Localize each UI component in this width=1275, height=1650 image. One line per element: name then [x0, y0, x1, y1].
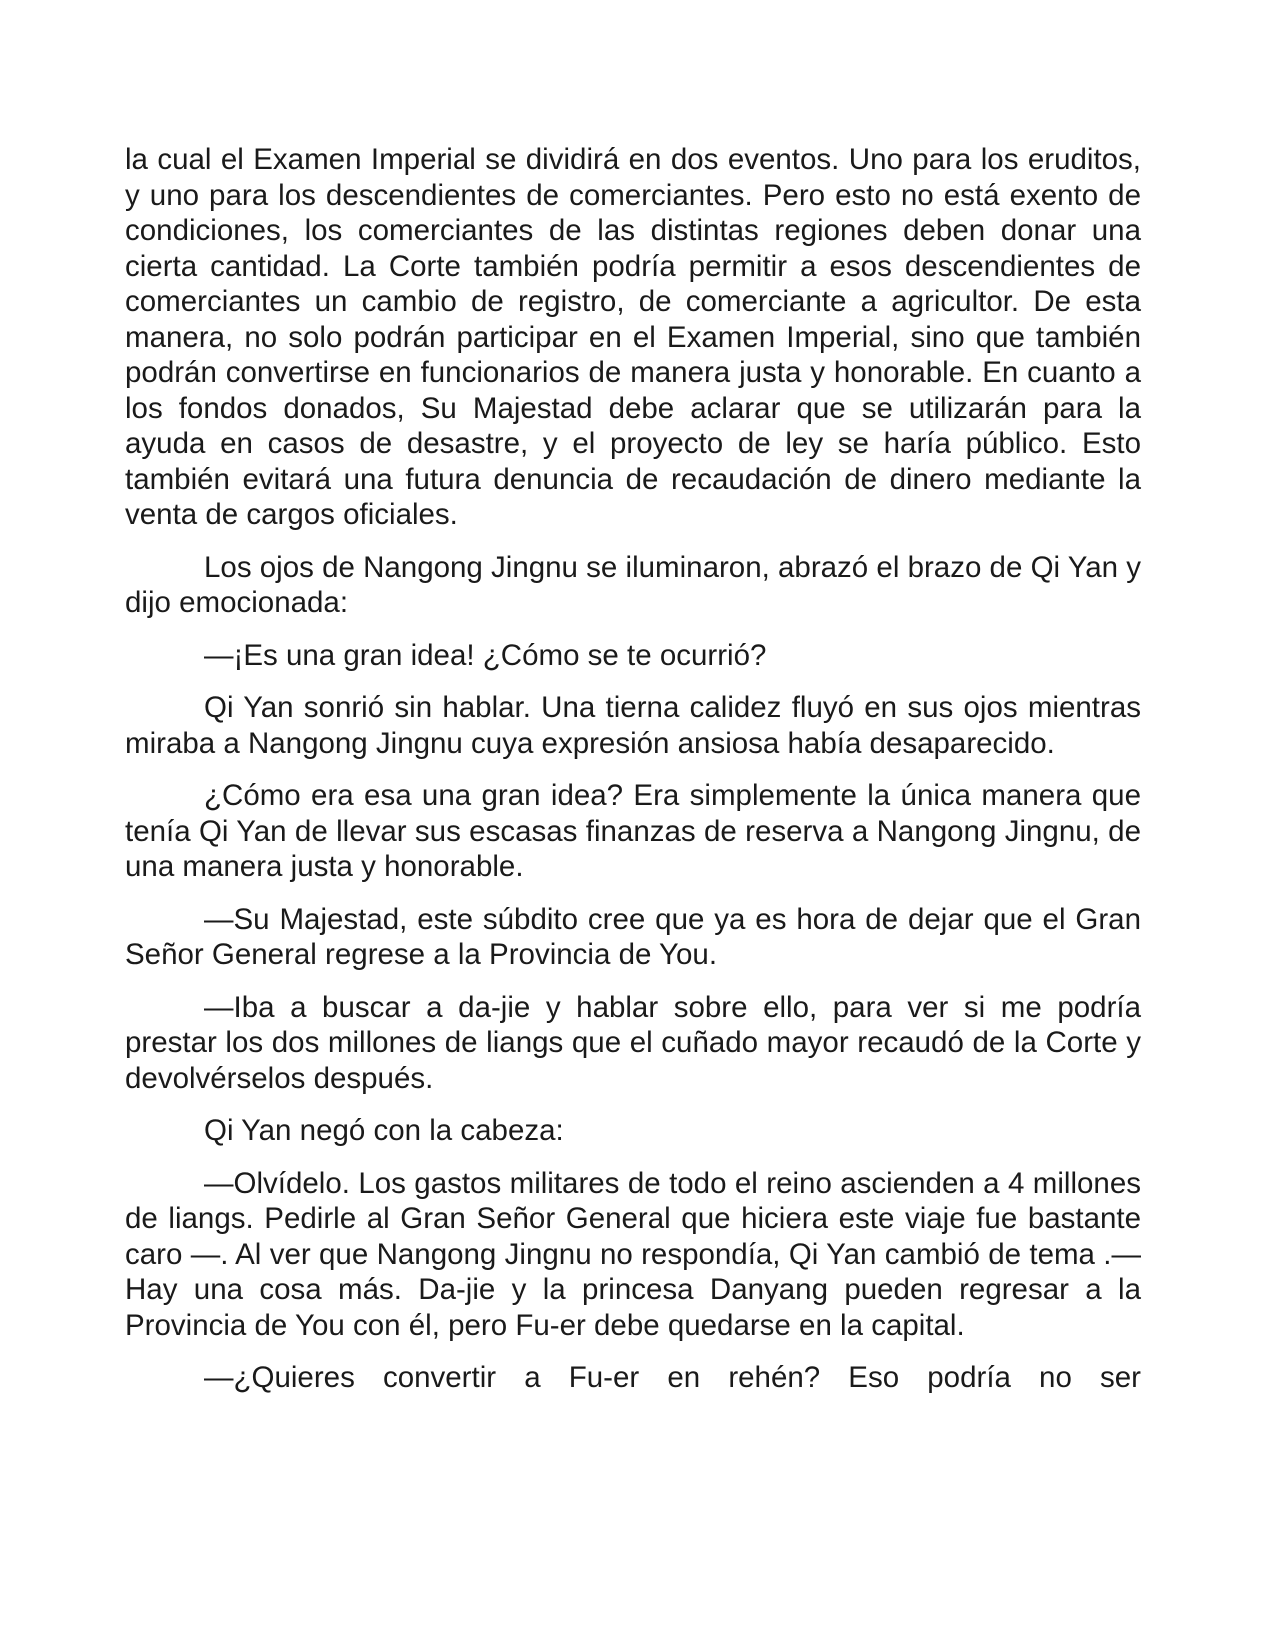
- paragraph-10: —¿Quieres convertir a Fu-er en rehén? Eso podría no ser: [204, 1361, 1141, 1394]
- paragraph-3: —¡Es una gran idea! ¿Cómo se te ocurrió?: [204, 638, 767, 672]
- paragraph-1: la cual el Examen Imperial se dividirá en dos eventos. Uno para los eruditos, y uno para los descendientes de comerciantes. Pero esto no está exento de condiciones, los comerciantes de las distintas regiones deben donar una cierta cantidad. La Corte también podría permitir a esos descendientes de comerciantes un cambio de registro, de comerciante a agricultor. De esta manera, no solo podrán participar en el Examen Imperial, sino que también podrán convertirse en funcionarios de manera justa y honorable. En cuanto a los fondos donados, Su Majestad debe aclarar que se utilizarán para la ayuda en casos de desastre, y el proyecto de ley se haría público. Esto también evitará una futura denuncia de recaudación de dinero mediante la venta de cargos oficiales.: [125, 143, 1141, 531]
- paragraph-9: —Olvídelo. Los gastos militares de todo el reino ascienden a 4 millones de liangs. Pedirle al Gran Señor General que hiciera este viaje fue bastante caro —. Al ver que Nangong Jingnu no respondía, Qi Yan cambió de tema .—Hay una cosa más. Da-jie y la princesa Danyang pueden regresar a la Provincia de You con él, pero Fu-er debe quedarse en la capital.: [125, 1166, 1141, 1342]
- body-text: [125, 142, 1141, 1413]
- paragraph-7: —Iba a buscar a da-jie y hablar sobre ello, para ver si me podría prestar los dos millones de liangs que el cuñado mayor recaudó de la Corte y devolvérselos después.: [125, 990, 1141, 1095]
- paragraph-8: Qi Yan negó con la cabeza:: [204, 1114, 564, 1147]
- paragraph-2: Los ojos de Nangong Jingnu se iluminaron, abrazó el brazo de Qi Yan y dijo emocionada:: [125, 550, 1141, 619]
- paragraph-4: Qi Yan sonrió sin hablar. Una tierna calidez fluyó en sus ojos mientras miraba a Nangong Jingnu cuya expresión ansiosa había desaparecido.: [125, 691, 1141, 760]
- paragraph-5: ¿Cómo era esa una gran idea? Era simplemente la única manera que tenía Qi Yan de llevar sus escasas finanzas de reserva a Nangong Jingnu, de una manera justa y honorable.: [125, 779, 1141, 883]
- paragraph-6: —Su Majestad, este súbdito cree que ya es hora de dejar que el Gran Señor General regrese a la Provincia de You.: [125, 902, 1141, 971]
